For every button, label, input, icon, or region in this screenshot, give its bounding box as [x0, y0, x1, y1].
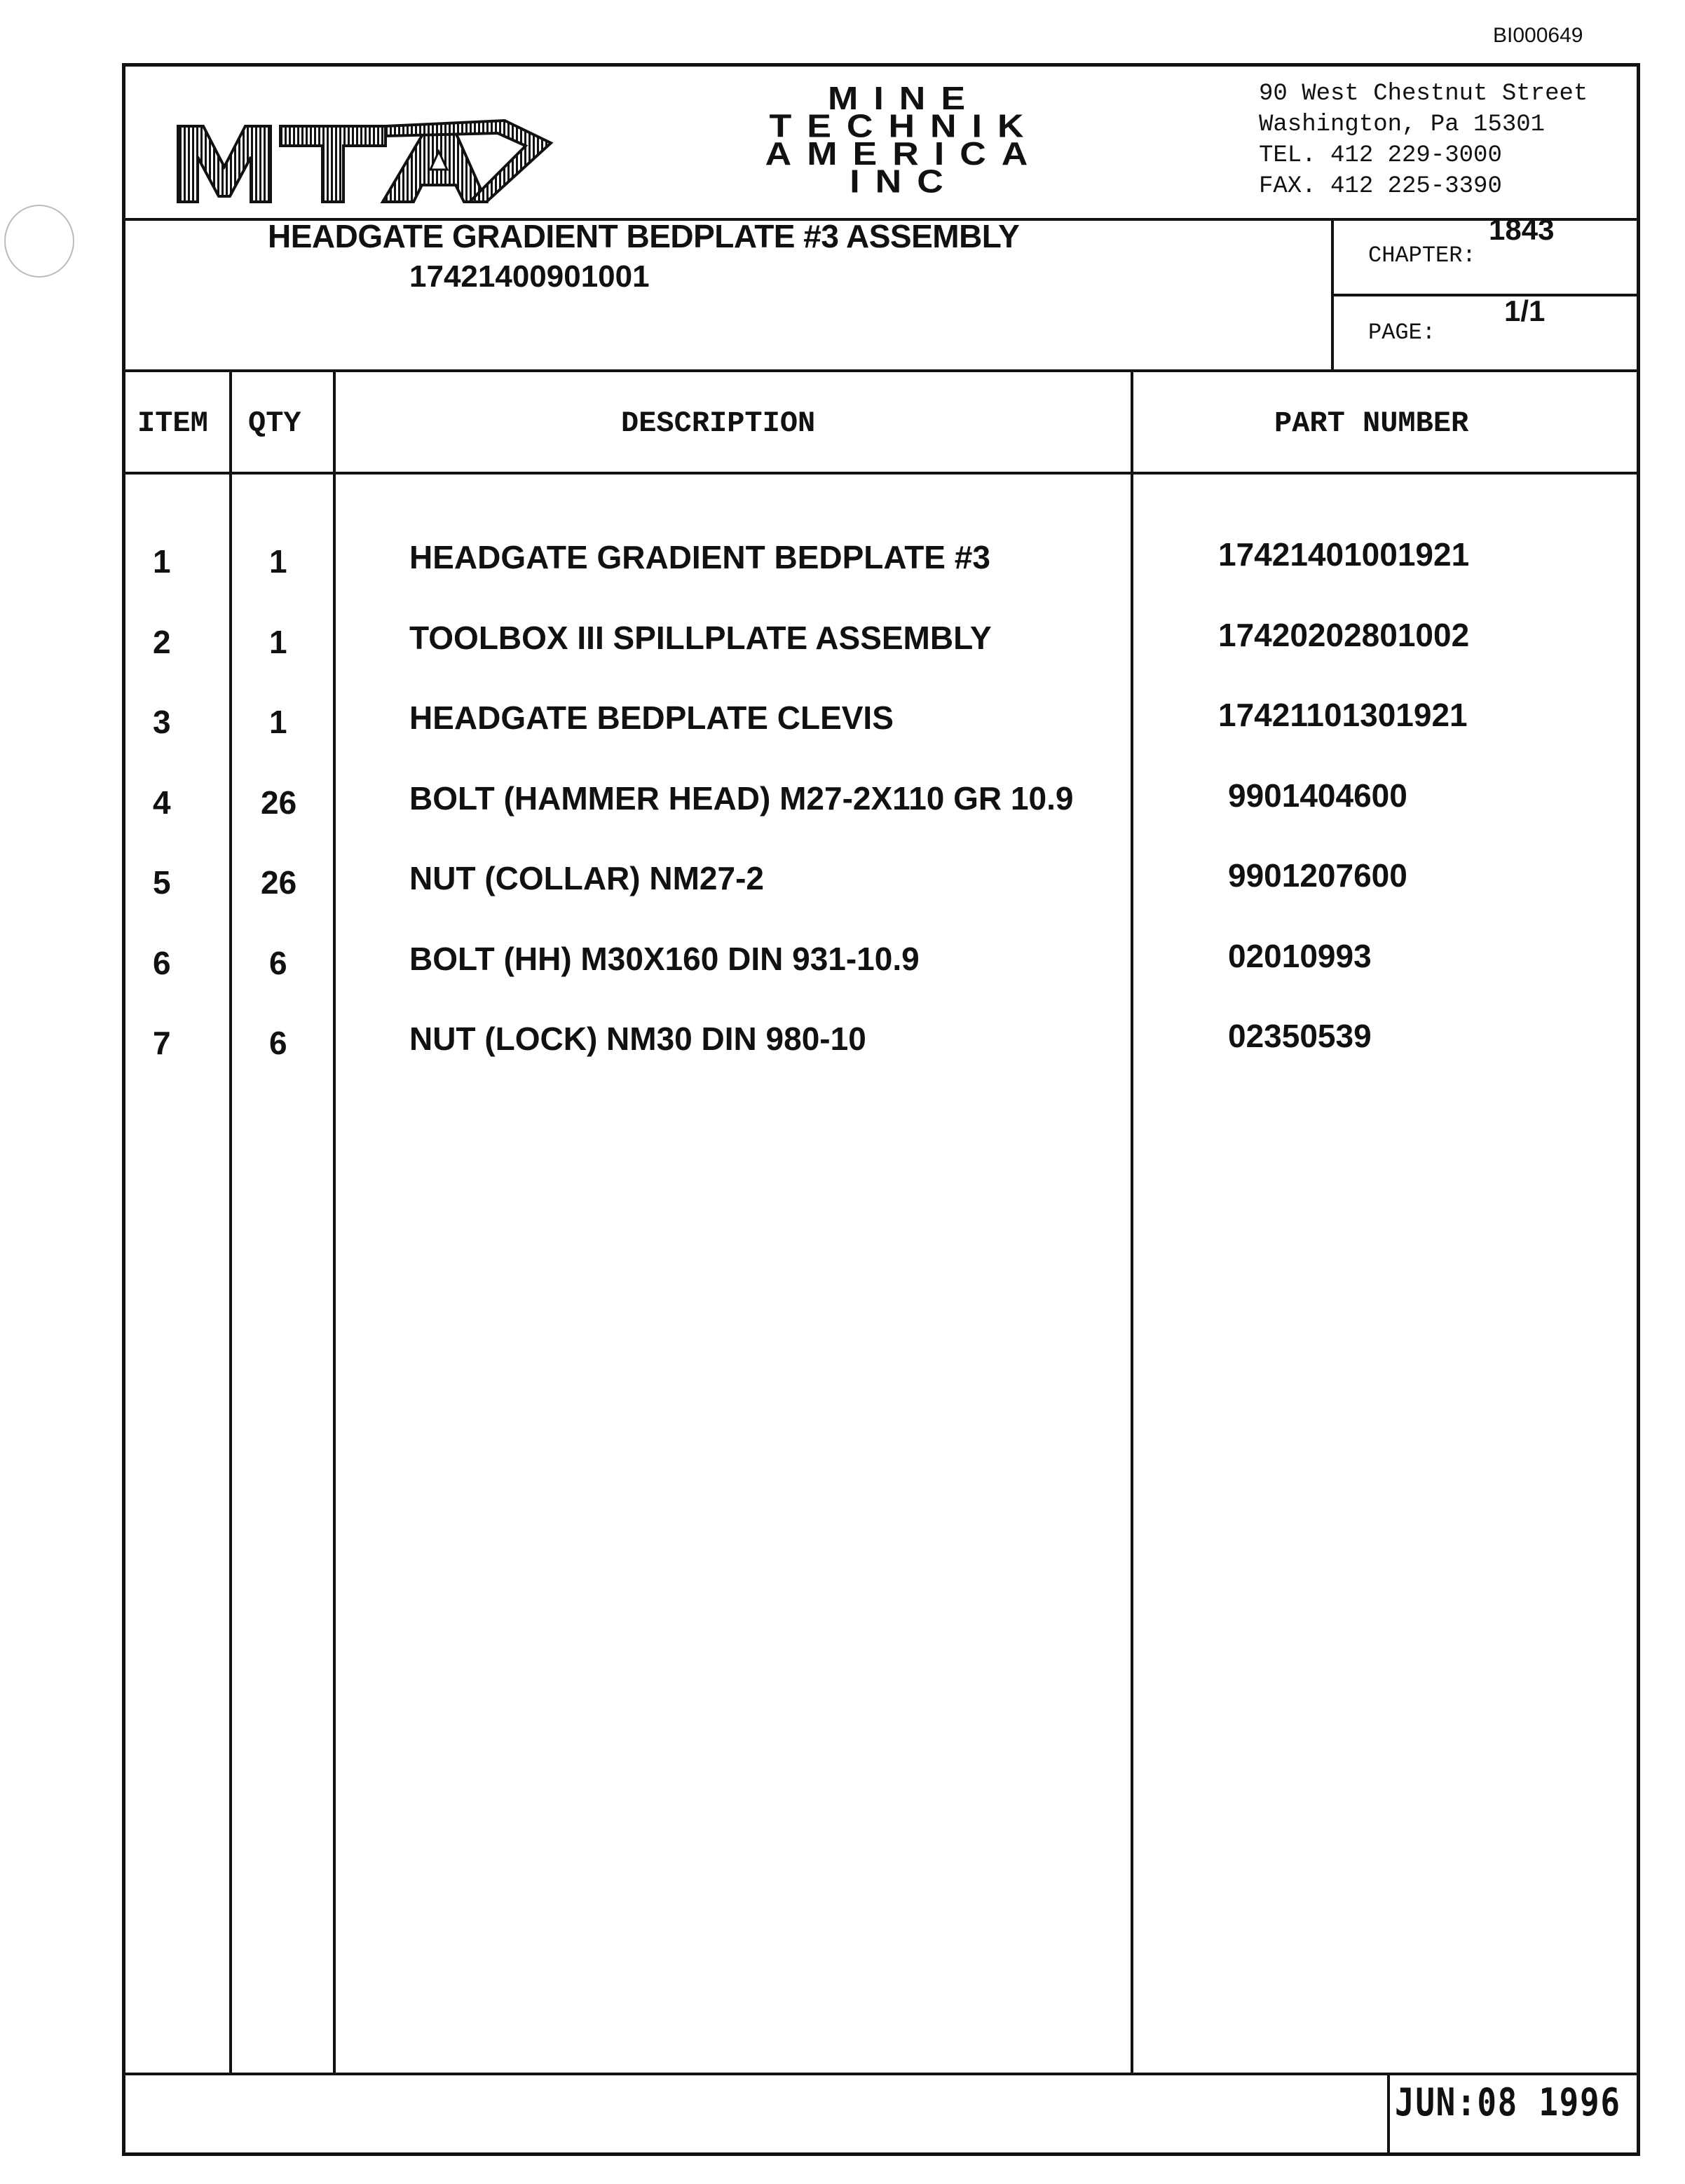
row-item: 4 [153, 784, 171, 821]
row-description: HEADGATE GRADIENT BEDPLATE #3 [409, 539, 990, 575]
row-item: 3 [153, 704, 171, 740]
row-item: 5 [153, 864, 171, 901]
chapter-box-left [1331, 218, 1334, 371]
column-header-divider [125, 472, 1638, 475]
row-item: 6 [153, 944, 171, 981]
document-id: BI000649 [1493, 24, 1583, 47]
row-qty: 6 [269, 1025, 287, 1061]
chapter-value: 1843 [1489, 213, 1555, 246]
row-part-number: 02010993 [1228, 937, 1372, 974]
row-item: 1 [153, 543, 171, 580]
chapter-page-divider [1331, 294, 1638, 296]
column-header-item: ITEM [137, 407, 208, 440]
date-stamp: JUN:08 1996 [1395, 2080, 1621, 2124]
column-header-qty: QTY [248, 407, 301, 440]
row-part-number: 02350539 [1228, 1018, 1372, 1054]
address-street: 90 West Chestnut Street [1259, 81, 1588, 107]
chapter-label: CHAPTER: [1368, 243, 1476, 268]
row-part-number: 17420202801002 [1218, 616, 1470, 653]
column-header-part-number: PART NUMBER [1274, 407, 1469, 440]
address-fax: FAX. 412 225-3390 [1259, 173, 1502, 200]
col-divider-description [1131, 369, 1133, 2074]
row-description: NUT (LOCK) NM30 DIN 980-10 [409, 1021, 866, 1057]
form-frame [122, 63, 1640, 2156]
row-part-number: 9901207600 [1228, 857, 1407, 894]
row-qty: 1 [269, 704, 287, 740]
title-divider [125, 369, 1638, 372]
row-qty: 1 [269, 623, 287, 660]
row-part-number: 17421101301921 [1218, 697, 1468, 733]
company-line-2: TECHNIK [769, 108, 1039, 145]
page-value: 1/1 [1504, 294, 1546, 327]
page-label: PAGE: [1368, 320, 1436, 346]
row-part-number: 17421401001921 [1218, 536, 1470, 573]
address-tel: TEL. 412 229-3000 [1259, 142, 1502, 169]
company-line-4: INC [850, 163, 959, 200]
col-divider-qty [333, 369, 336, 2074]
company-line-3: AMERICA [765, 135, 1044, 172]
company-name [673, 80, 1135, 200]
row-description: BOLT (HH) M30X160 DIN 931-10.9 [409, 940, 920, 977]
row-item: 2 [153, 623, 171, 660]
row-qty: 6 [269, 944, 287, 981]
column-header-description: DESCRIPTION [621, 407, 816, 440]
punch-hole [4, 205, 74, 278]
row-qty: 26 [261, 784, 297, 821]
row-qty: 1 [269, 543, 287, 580]
col-divider-item [229, 369, 232, 2074]
row-description: HEADGATE BEDPLATE CLEVIS [409, 699, 894, 736]
row-item: 7 [153, 1025, 171, 1061]
company-address [1259, 79, 1588, 202]
row-part-number: 9901404600 [1228, 777, 1407, 814]
assembly-number: 17421400901001 [409, 259, 650, 294]
mta-logo [175, 118, 554, 207]
address-city: Washington, Pa 15301 [1259, 111, 1546, 138]
row-description: TOOLBOX III SPILLPLATE ASSEMBLY [409, 619, 992, 656]
stamp-box-left [1387, 2073, 1390, 2154]
row-qty: 26 [261, 864, 297, 901]
row-description: NUT (COLLAR) NM27-2 [409, 860, 764, 896]
row-description: BOLT (HAMMER HEAD) M27-2X110 GR 10.9 [409, 779, 1074, 817]
company-line-1: MINE [828, 80, 981, 117]
assembly-title: HEADGATE GRADIENT BEDPLATE #3 ASSEMBLY [268, 218, 1020, 254]
footer-divider [125, 2073, 1638, 2075]
